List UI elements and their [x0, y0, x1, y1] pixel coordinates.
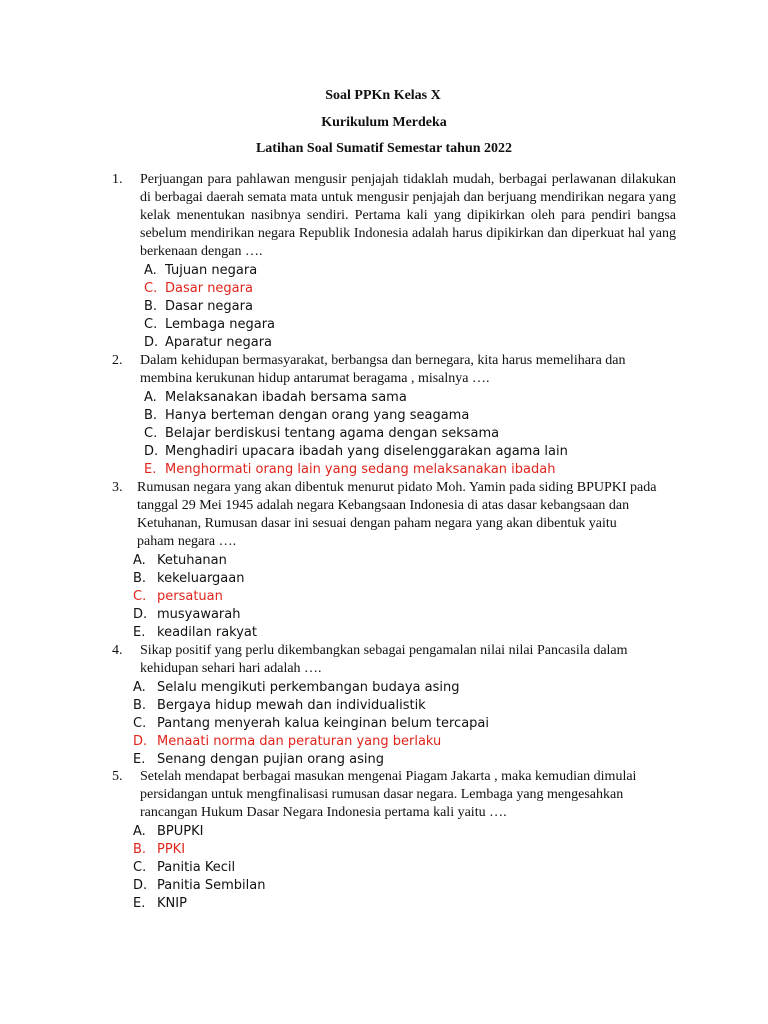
option-text: Hanya berteman dengan orang yang seagama — [165, 408, 470, 423]
option-item-correct[interactable] — [133, 588, 676, 606]
option-letter: C. — [133, 860, 147, 875]
option-text: kekeluargaan — [157, 571, 245, 586]
option-list — [144, 389, 676, 479]
option-letter: C. — [144, 281, 158, 296]
option-letter: B. — [133, 571, 147, 586]
option-text: Senang dengan pujian orang asing — [157, 752, 384, 767]
option-letter: C. — [133, 716, 147, 731]
option-item[interactable] — [133, 859, 676, 877]
option-list — [133, 552, 676, 642]
option-text: PPKI — [157, 842, 186, 857]
option-item[interactable] — [144, 425, 676, 443]
option-text: Menghadiri upacara ibadah yang diselenggarakan agama lain — [165, 444, 568, 459]
option-item-correct[interactable] — [144, 280, 676, 298]
option-letter: E. — [144, 462, 157, 477]
question-number: 3. — [112, 480, 123, 495]
option-item[interactable] — [133, 823, 676, 841]
option-letter: C. — [144, 317, 158, 332]
option-list — [144, 262, 676, 352]
option-item[interactable] — [144, 389, 676, 407]
option-text: BPUPKI — [157, 824, 204, 839]
option-letter: C. — [144, 426, 158, 441]
option-letter: A. — [133, 824, 146, 839]
option-item[interactable] — [144, 316, 676, 334]
option-item-correct[interactable] — [133, 841, 676, 859]
option-item[interactable] — [133, 570, 676, 588]
title-exam: Latihan Soal Sumatif Semestar tahun 2022 — [255, 141, 513, 156]
option-letter: A. — [133, 680, 146, 695]
option-letter: D. — [144, 335, 159, 350]
question-5 — [112, 768, 676, 913]
option-letter: E. — [133, 625, 146, 640]
option-item[interactable] — [144, 407, 676, 425]
option-text: Dasar negara — [165, 281, 253, 296]
question-number: 1. — [112, 172, 123, 187]
option-text: musyawarah — [157, 607, 241, 622]
option-letter: E. — [133, 896, 146, 911]
question-text: Setelah mendapat berbagai masukan mengenai Piagam Jakarta , maka kemudian dimulai persidangan untuk mengfinalisasi rumusan dasar negara. Lembaga yang mengesahkan rancangan Hukum Dasar Negara Indonesia pertama kali yaitu …. — [140, 769, 637, 820]
option-item[interactable] — [133, 606, 676, 624]
question-text: Perjuangan para pahlawan mengusir penjajah tidaklah mudah, berbagai perlawanan dilakukan di berbagai daerah semata mata untuk mengusir penjajah dan berjuang mendirikan negara yang kelak menentukan nasibnya sendiri. Pertama kali yang dipikirkan oleh para pendiri bangsa sebelum mendirikan negara Republik Indonesia adalah harus dipikirkan dan diperkuat hal yang berkenaan dengan …. — [140, 172, 676, 259]
option-text: Dasar negara — [165, 299, 253, 314]
option-letter: D. — [144, 444, 159, 459]
option-letter: A. — [144, 263, 157, 278]
option-text: Panitia Sembilan — [157, 878, 266, 893]
option-text: KNIP — [157, 896, 187, 911]
option-list — [133, 823, 676, 913]
option-letter: E. — [133, 752, 146, 767]
title-curriculum: Kurikulum Merdeka — [321, 115, 447, 130]
option-text: persatuan — [157, 589, 223, 604]
option-text: Belajar berdiskusi tentang agama dengan seksama — [165, 426, 500, 441]
option-letter: B. — [133, 698, 147, 713]
option-item[interactable] — [133, 624, 676, 642]
option-letter: A. — [133, 553, 146, 568]
option-item[interactable] — [133, 715, 676, 733]
option-text: Tujuan negara — [165, 263, 258, 278]
option-list — [133, 679, 676, 769]
option-item[interactable] — [133, 552, 676, 570]
option-item[interactable] — [133, 679, 676, 697]
option-item-correct[interactable] — [144, 461, 676, 479]
option-text: Menaati norma dan peraturan yang berlaku — [157, 734, 442, 749]
question-3 — [112, 479, 676, 642]
option-item[interactable] — [144, 262, 676, 280]
question-text: Dalam kehidupan bermasyarakat, berbangsa dan bernegara, kita harus memelihara dan membina kerukunan hidup antarumat beragama , misalnya …. — [140, 353, 626, 386]
option-item[interactable] — [133, 895, 676, 913]
title-subject: Soal PPKn Kelas X — [325, 88, 441, 103]
option-item[interactable] — [133, 697, 676, 715]
option-text: Pantang menyerah kalua keinginan belum tercapai — [157, 716, 489, 731]
option-item[interactable] — [144, 443, 676, 461]
question-number: 2. — [112, 353, 123, 368]
option-item[interactable] — [144, 298, 676, 316]
option-letter: A. — [144, 390, 157, 405]
option-text: Selalu mengikuti perkembangan budaya asing — [157, 680, 460, 695]
option-text: Bergaya hidup mewah dan individualistik — [157, 698, 426, 713]
option-text: Lembaga negara — [165, 317, 276, 332]
option-text: keadilan rakyat — [157, 625, 257, 640]
option-item[interactable] — [133, 877, 676, 895]
option-letter: B. — [144, 408, 158, 423]
option-letter: B. — [144, 299, 158, 314]
option-item-correct[interactable] — [133, 733, 676, 751]
option-item[interactable] — [144, 334, 676, 352]
option-letter: D. — [133, 734, 148, 749]
option-letter: B. — [133, 842, 147, 857]
question-1 — [112, 171, 676, 352]
option-item[interactable] — [133, 751, 676, 769]
question-number: 4. — [112, 643, 123, 658]
option-text: Aparatur negara — [165, 335, 273, 350]
question-4 — [112, 642, 676, 769]
option-text: Ketuhanan — [157, 553, 227, 568]
question-number: 5. — [112, 769, 123, 784]
option-text: Melaksanakan ibadah bersama sama — [165, 390, 407, 405]
option-letter: D. — [133, 878, 148, 893]
question-2 — [112, 352, 676, 479]
option-text: Menghormati orang lain yang sedang melaksanakan ibadah — [165, 462, 556, 477]
option-text: Panitia Kecil — [157, 860, 236, 875]
option-letter: C. — [133, 589, 147, 604]
question-text: Sikap positif yang perlu dikembangkan sebagai pengamalan nilai nilai Pancasila dalam kehidupan sehari hari adalah …. — [140, 643, 628, 676]
option-letter: D. — [133, 607, 148, 622]
question-text: Rumusan negara yang akan dibentuk menurut pidato Moh. Yamin pada siding BPUPKI pada tanggal 29 Mei 1945 adalah negara Kebangsaan Indonesia di atas dasar kebangsaan dan Ketuhanan, Rumusan dasar ini sesuai dengan paham negara yang akan dibentuk yaitu paham negara …. — [137, 480, 657, 549]
